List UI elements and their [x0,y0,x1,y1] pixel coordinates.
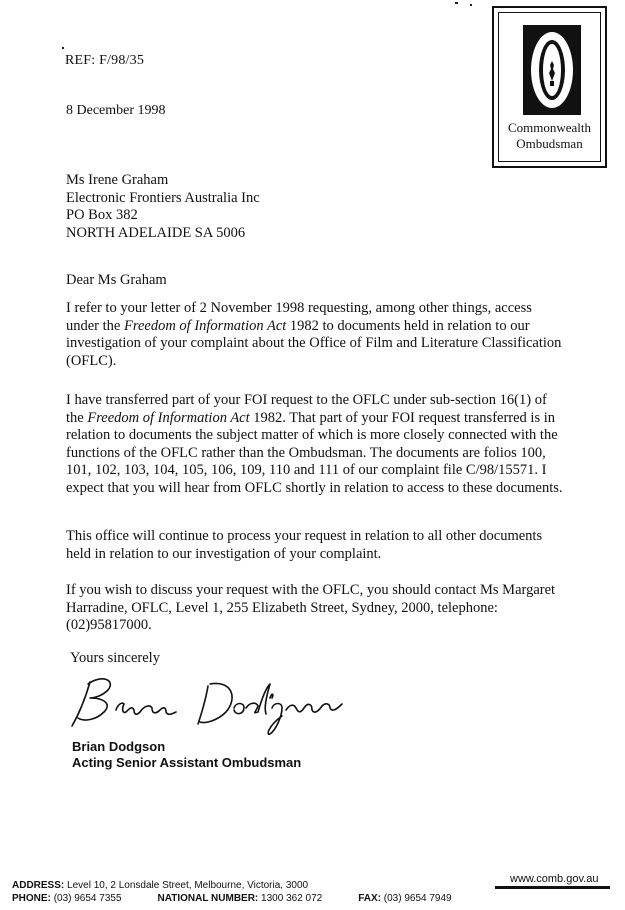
paragraph-1-act-name: Freedom of Information Act [123,317,287,334]
footer-fax [358,893,469,904]
paragraph-1-text-b: 1982 to documents held in relation to our investigation of your complaint about the Office of Film and Literature Classification (OFLC). [66,317,562,369]
footer-rule [495,886,610,889]
body-paragraph-4: If you wish to discuss your request with the OFLC, you should contact Ms Margaret Harradine, OFLC, Level 1, 255 Elizabeth Street, Sydney, 2000, telephone: (02)95817000. [66,582,556,633]
logo-line-1: Commonwealth [507,120,592,135]
handwritten-signature [60,668,360,740]
logo-text [499,120,600,152]
salutation: Dear Ms Graham [66,272,167,288]
signatory-name: Brian Dodgson [72,739,166,754]
footer-address-label: ADDRESS: [12,880,65,891]
footer-national-value: 1300 362 072 [261,893,323,904]
body-paragraph-2 [66,392,566,497]
footer-national [158,893,341,904]
footer-fax-value: (03) 9654 7949 [383,893,452,904]
recipient-organisation: Electronic Frontiers Australia Inc [66,189,260,206]
paragraph-2-act-name: Freedom of Information Act [87,409,250,426]
footer-national-label: NATIONAL NUMBER: [157,893,259,904]
footer-address [12,880,308,891]
recipient-name: Ms Irene Graham [66,172,169,188]
ombudsman-emblem-icon [523,25,581,115]
footer-website: www.comb.gov.au [510,873,599,885]
footer-phone [12,893,140,904]
signatory-title: Acting Senior Assistant Ombudsman [72,755,302,770]
paragraph-2-text-a: I have transferred part of your FOI request to the OFLC under sub-section 16(1) of the [66,392,547,426]
recipient-po-box: PO Box 382 [66,207,138,223]
logo-line-2: Ombudsman [516,136,583,151]
letter-date: 8 December 1998 [66,103,166,118]
ombudsman-logo [492,6,607,168]
closing: Yours sincerely [70,650,160,666]
scan-speck [455,2,458,4]
logo-inner-frame [498,12,601,162]
body-paragraph-1 [66,300,566,370]
recipient-address [66,172,260,242]
scan-speck [470,4,472,6]
paragraph-2-text-b: 1982. That part of your FOI request transferred is in relation to documents the subject matter of which is more closely connected with the functions of the OFLC rather than the Ombudsman. The documents are folios 100, 101, 102, 103, 104, 105, 106, 109, 110 and 111 of our complaint file C/98/15571. I expect that you will hear from OFLC shortly in relation to access to these documents. [66,409,563,496]
scan-speck [62,47,64,49]
footer-phone-label: PHONE: [12,893,51,904]
reference-number: REF: F/98/35 [65,53,145,68]
footer-phone-value: (03) 9654 7355 [53,893,122,904]
footer-contacts [12,893,488,904]
footer-address-value: Level 10, 2 Lonsdale Street, Melbourne, Victoria, 3000 [67,880,309,891]
footer-fax-label: FAX: [358,893,381,904]
recipient-city: NORTH ADELAIDE SA 5006 [66,224,246,241]
body-paragraph-3: This office will continue to process your request in relation to all other documents held in relation to our investigation of your complaint. [66,528,543,562]
paragraph-1-text-a: I refer to your letter of 2 November 1998 requesting, among other things, access under the [66,300,532,334]
